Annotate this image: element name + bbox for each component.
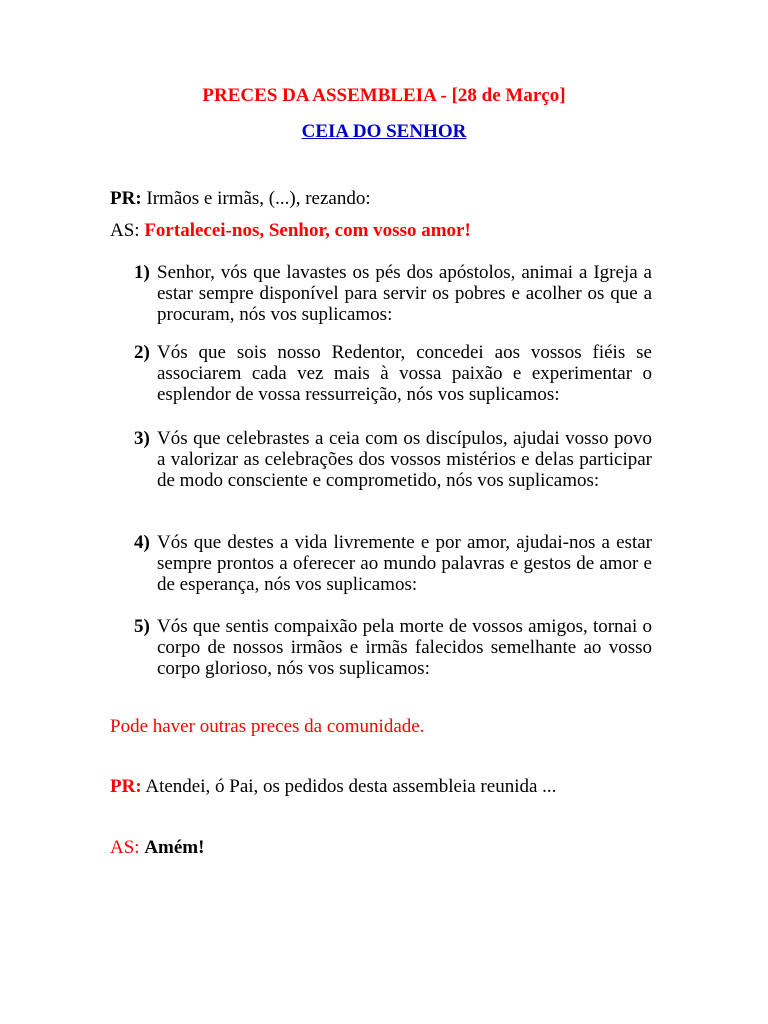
prayer-number: 4) [134,532,150,553]
closing-as-response: Amém! [144,837,205,858]
intro-assembly-line [110,220,471,242]
page-subtitle: CEIA DO SENHOR [301,121,467,142]
prayer-number: 3) [134,428,150,449]
prayer-number: 2) [134,342,150,363]
prayer-text: Senhor, vós que lavastes os pés dos apóstolos, animai a Igreja a estar sempre disponível para servir os pobres e acolher os que a procuram, nós vos suplicamos: [157,262,652,325]
prayer-text: Vós que celebrastes a ceia com os discípulos, ajudai vosso povo a valorizar as celebrações dos vossos mistérios e delas participar de modo consciente e comprometido, nós vos suplicamos: [157,428,652,491]
community-note: Pode haver outras preces da comunidade. [110,716,425,737]
prayer-text: Vós que sois nosso Redentor, concedei aos vossos fiéis se associarem cada vez mais à vossa paixão e experimentar o esplendor de vossa ressurreição, nós vos suplicamos: [157,342,652,405]
page-title: PRECES DA ASSEMBLEIA - [28 de Março] [202,85,566,106]
intro-as-label: AS: [110,220,140,241]
prayer-text: Vós que destes a vida livremente e por amor, ajudai-nos a estar sempre prontos a oferecer ao mundo palavras e gestos de amor e de esperança, nós vos suplicamos: [157,532,652,595]
intro-as-response: Fortalecei-nos, Senhor, com vosso amor! [144,220,471,241]
prayer-number: 5) [134,616,150,637]
prayer-number: 1) [134,262,150,283]
prayer-text: Vós que sentis compaixão pela morte de vossos amigos, tornai o corpo de nossos irmãos e irmãs falecidos semelhante ao vosso corpo glorioso, nós vos suplicamos: [157,616,652,679]
intro-pr-text: Irmãos e irmãs, (...), rezando: [146,188,371,209]
intro-presider-line [110,188,371,210]
closing-pr-label: PR: [110,776,142,797]
intro-pr-label: PR: [110,188,142,209]
closing-assembly-line [110,837,204,859]
closing-pr-text: Atendei, ó Pai, os pedidos desta assembleia reunida ... [145,776,557,797]
closing-presider-line [110,776,556,798]
closing-as-label: AS: [110,837,140,858]
